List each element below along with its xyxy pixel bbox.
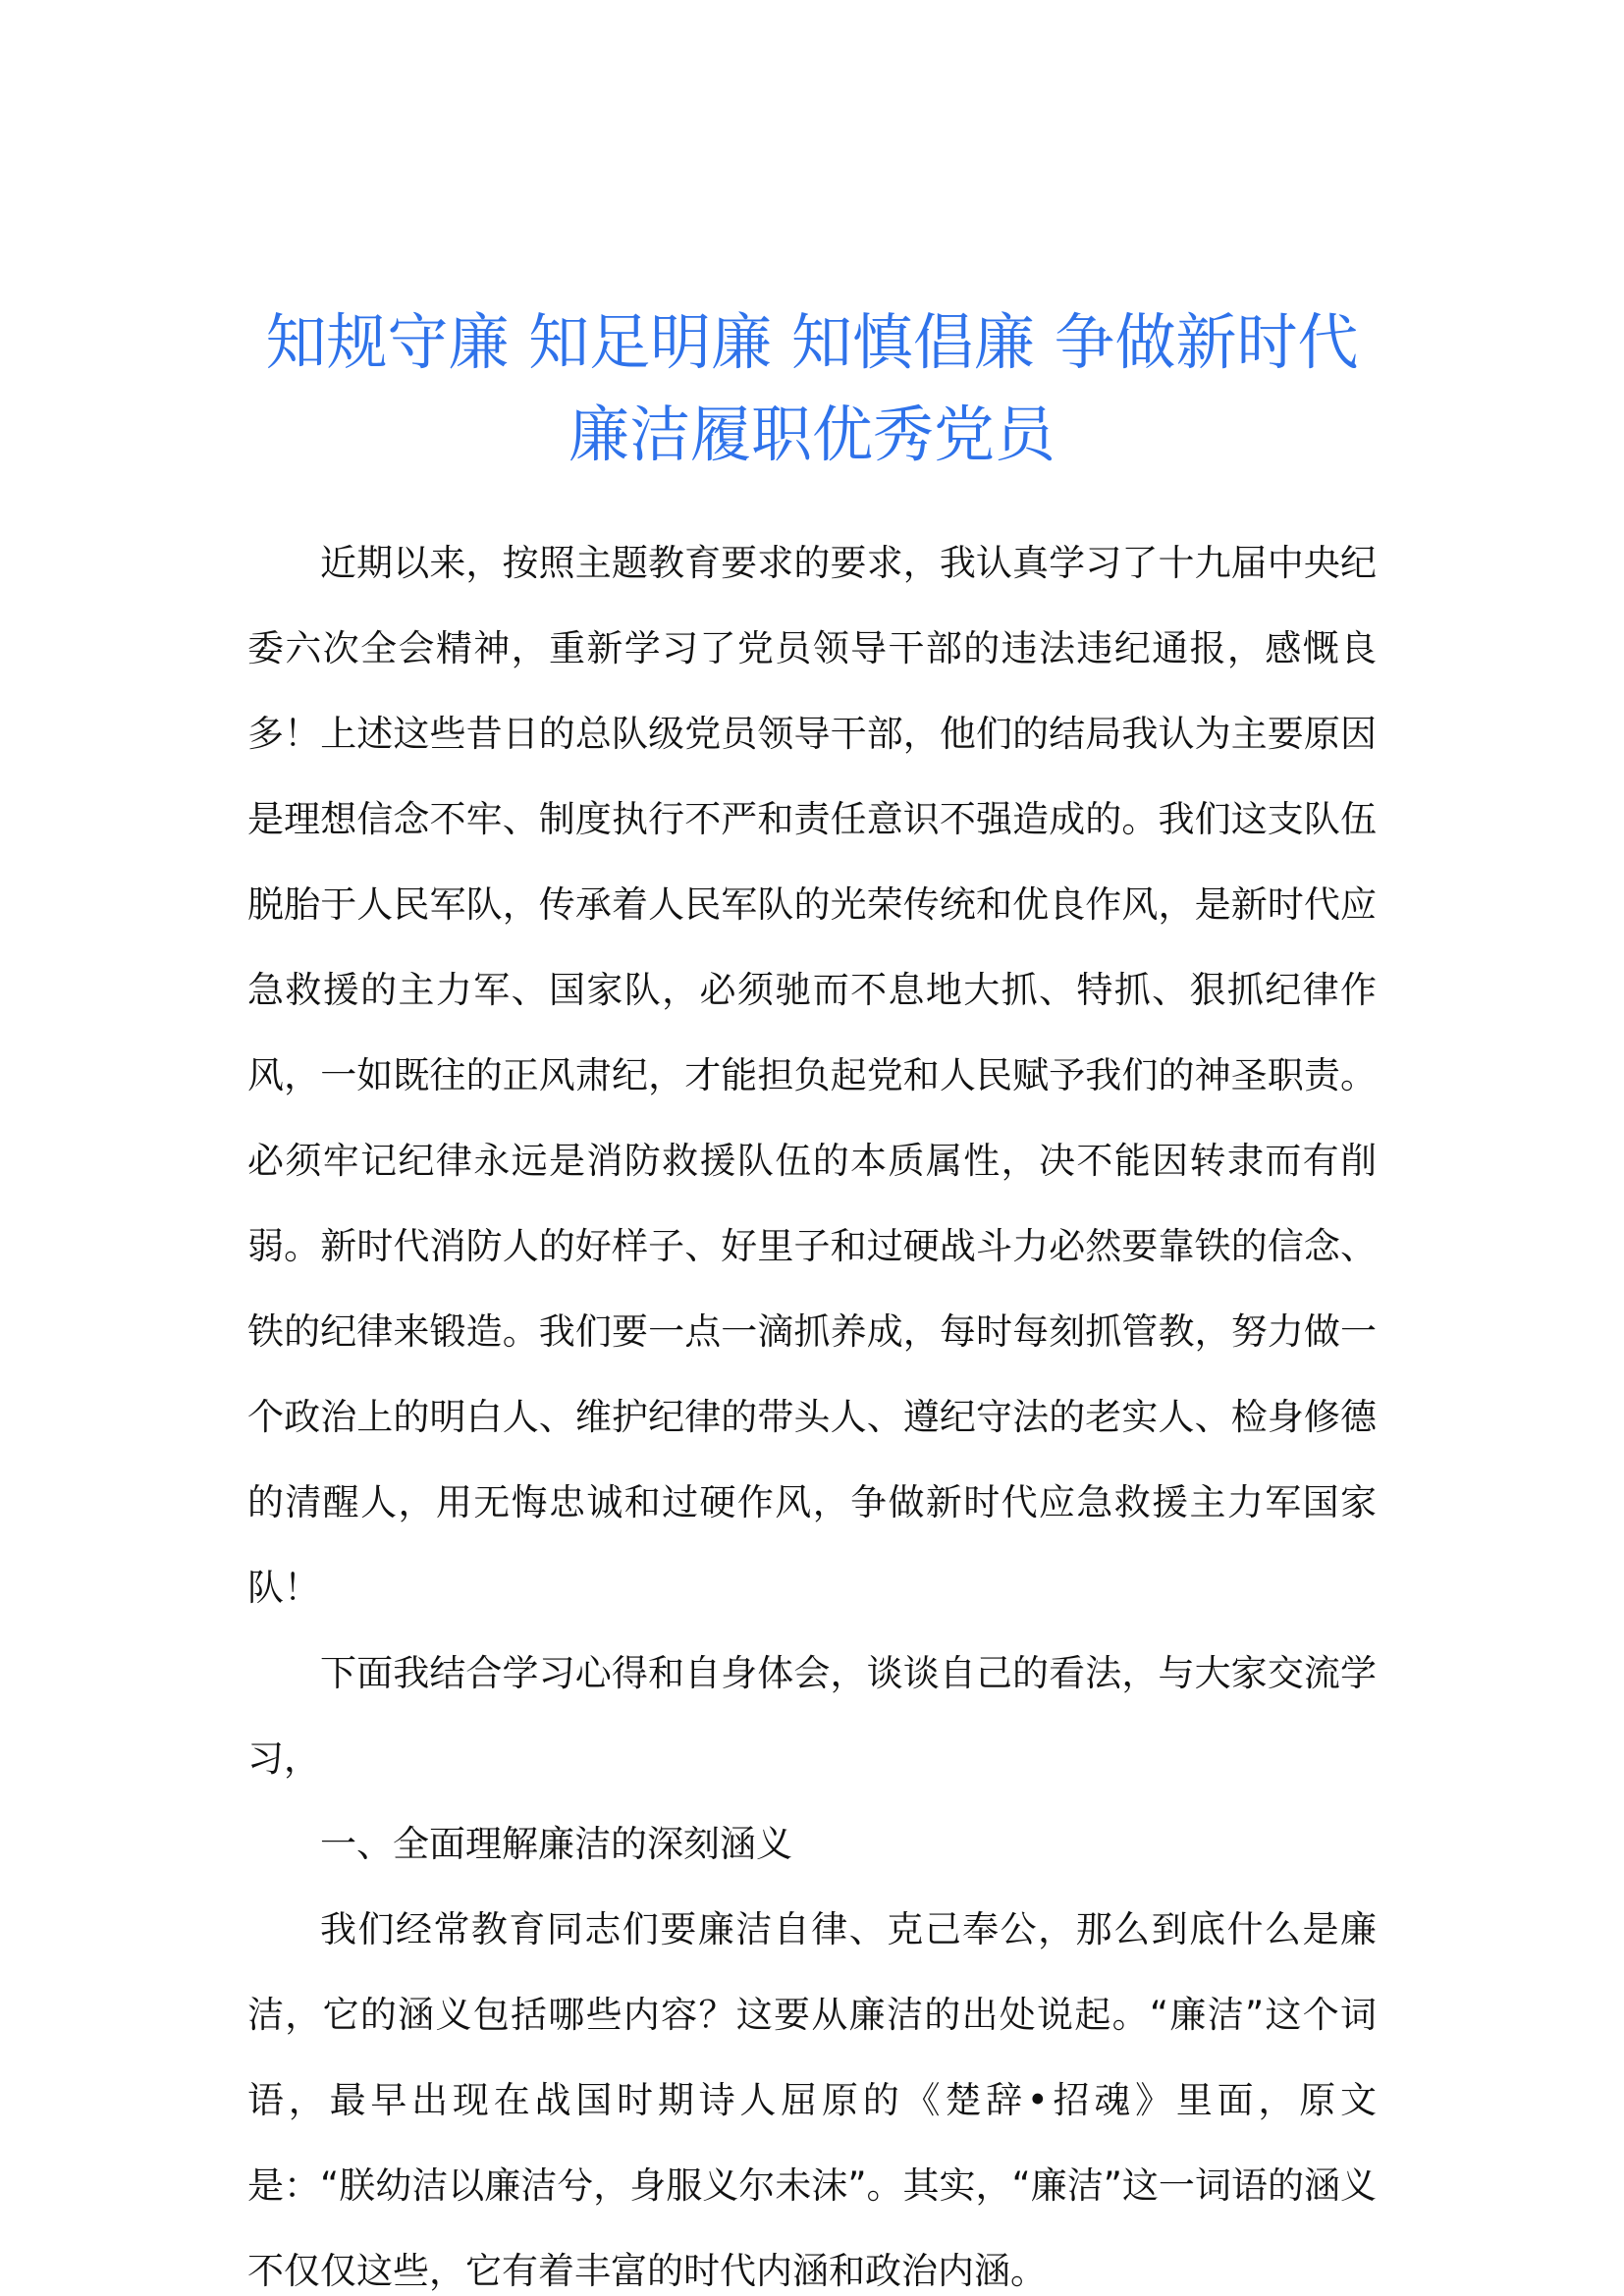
body-paragraph-section-1: 我们经常教育同志们要廉洁自律、克己奉公，那么到底什么是廉洁，它的涵义包括哪些内容？这要从廉洁的出处说起。“廉洁”这个词语，最早出现在战国时期诗人屈原的《楚辞•招魂》里面，原文是：“朕幼洁以廉洁兮，身服义尔未沫”。其实，“廉洁”这一词语的涵义不仅仅这些，它有着丰富的时代内涵和政治内涵。 xyxy=(247,1908,1377,2292)
body-paragraph-transition: 下面我结合学习心得和自身体会，谈谈自己的看法，与大家交流学习， xyxy=(247,1652,1377,1780)
section-heading-1: 一、全面理解廉洁的深刻涵义 xyxy=(320,1823,792,1865)
document-body xyxy=(247,520,1377,2296)
body-paragraph-intro: 近期以来，按照主题教育要求的要求，我认真学习了十九届中央纪委六次全会精神，重新学习了党员领导干部的违法违纪通报，感慨良多！上述这些昔日的总队级党员领导干部，他们的结局我认为主要原因是理想信念不牢、制度执行不严和责任意识不强造成的。我们这支队伍脱胎于人民军队，传承着人民军队的光荣传统和优良作风，是新时代应急救援的主力军、国家队，必须驰而不息地大抓、特抓、狠抓纪律作风，一如既往的正风肃纪，才能担负起党和人民赋予我们的神圣职责。必须牢记纪律永远是消防救援队伍的本质属性，决不能因转隶而有削弱。新时代消防人的好样子、好里子和过硬战斗力必然要靠铁的信念、铁的纪律来锻造。我们要一点一滴抓养成，每时每刻抓管教，努力做一个政治上的明白人、维护纪律的带头人、遵纪守法的老实人、检身修德的清醒人，用无悔忠诚和过硬作风，争做新时代应急救援主力军国家队！ xyxy=(247,542,1377,1609)
document-title: 知规守廉 知足明廉 知慎倡廉 争做新时代廉洁履职优秀党员 xyxy=(265,306,1359,470)
